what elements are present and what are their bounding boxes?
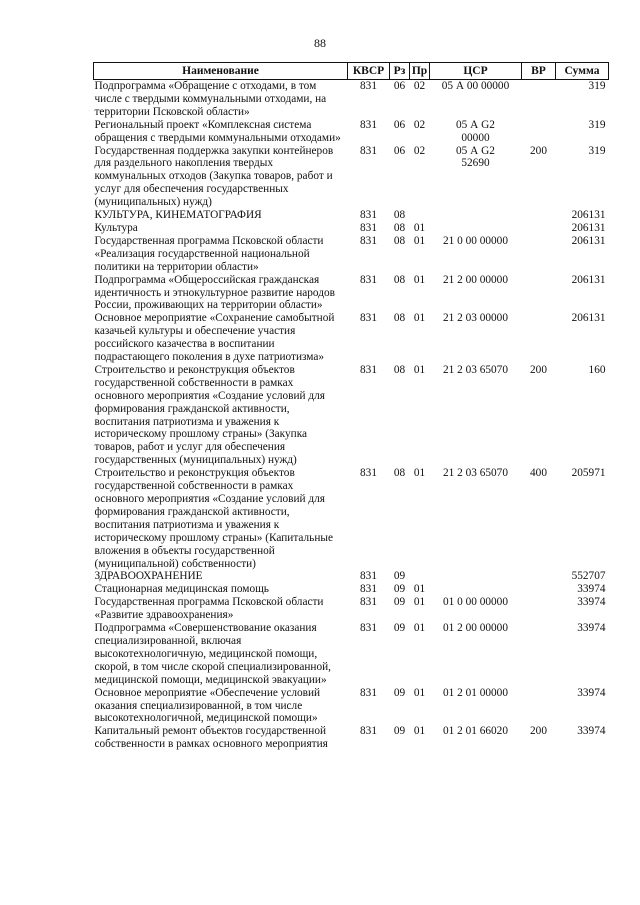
cell-vr: 200: [530, 144, 547, 157]
cell-name: Строительство и реконструкция объектов государственной собственности в рамках основного мероприятия «Создание условий для формирования гражданской активности, воспитания патриотизма и уважения к историческому прошлому страны» (Закупка товаров, работ и услуг для обеспечения государственных (муниципальных) нужд): [94, 363, 325, 467]
header-rz: Рз: [390, 63, 410, 80]
cell-vr: [522, 622, 556, 687]
cell-pr: 01: [413, 234, 426, 247]
cell-pr: 02: [413, 118, 426, 131]
cell-rz: 09: [393, 583, 406, 596]
cell-vr: [522, 119, 556, 145]
cell-rz: 09: [393, 686, 406, 699]
table-row: [94, 274, 609, 313]
cell-vr: 200: [530, 363, 547, 376]
table-row: [94, 235, 609, 274]
cell-kvsr: 831: [360, 221, 377, 234]
cell-kvsr: 831: [360, 118, 377, 131]
table-row: [94, 622, 609, 687]
cell-name: КУЛЬТУРА, КИНЕМАТОГРАФИЯ: [94, 209, 262, 222]
cell-vr: [522, 570, 556, 583]
cell-vr: [522, 209, 556, 222]
cell-rz: 09: [393, 725, 406, 738]
cell-vr: [522, 583, 556, 596]
cell-rz: 06: [393, 118, 406, 131]
cell-kvsr: 831: [360, 209, 377, 222]
cell-csr: [430, 570, 522, 583]
cell-vr: [522, 274, 556, 313]
cell-rz: 08: [393, 221, 406, 234]
cell-name: Капитальный ремонт объектов государственной собственности в рамках основного мероприятия: [94, 725, 328, 751]
cell-kvsr: 831: [360, 273, 377, 286]
cell-kvsr: 831: [360, 234, 377, 247]
cell-pr: 01: [413, 686, 426, 699]
cell-kvsr: 831: [360, 583, 377, 596]
cell-rz: 08: [393, 363, 406, 376]
cell-vr: [522, 596, 556, 622]
cell-kvsr: 831: [360, 363, 377, 376]
cell-pr: 01: [413, 273, 426, 286]
cell-name: Основное мероприятие «Обеспечение условий оказания специализированной, в том числе высокотехнологичной, медицинской помощи»: [94, 686, 321, 725]
cell-name: Региональный проект «Комплексная система обращения с твердыми коммунальными отходами»: [94, 118, 341, 144]
header-kvsr: КВСР: [348, 63, 390, 80]
cell-vr: [522, 222, 556, 235]
cell-name: Строительство и реконструкция объектов государственной собственности в рамках основного мероприятия «Создание условий для формирования гражданской активности, воспитания патриотизма и уважения к историческому прошлому страны» (Капитальные вложения в объекты государственной (муниципальной) собственности): [94, 467, 333, 570]
cell-sum: 206131: [571, 209, 606, 222]
cell-rz: 08: [393, 273, 406, 286]
cell-pr: 01: [413, 467, 426, 480]
cell-sum: 160: [588, 363, 606, 376]
cell-rz: 09: [393, 596, 406, 609]
table-row: [94, 687, 609, 726]
cell-kvsr: 831: [360, 570, 377, 583]
cell-kvsr: 831: [360, 144, 377, 157]
cell-sum: 205971: [571, 467, 606, 480]
cell-name: Государственная программа Псковской области «Развитие здравоохранения»: [94, 596, 324, 622]
cell-pr: 02: [413, 80, 426, 92]
table-row: [94, 364, 609, 467]
cell-csr: 21 2 00 00000: [443, 273, 508, 286]
cell-csr: 21 2 03 65070: [443, 467, 508, 480]
table-row: [94, 725, 609, 751]
cell-name: Стационарная медицинская помощь: [94, 583, 269, 596]
table-body: [94, 80, 609, 752]
cell-csr: 01 2 01 00000: [443, 686, 508, 699]
cell-sum: 33974: [577, 596, 606, 609]
page-number: 88: [314, 36, 326, 50]
cell-rz: 08: [393, 209, 406, 222]
cell-kvsr: 831: [360, 622, 377, 635]
cell-name: Подпрограмма «Совершенствование оказания специализированной, включая высокотехнологичную, медицинской помощи, скорой, в том числе скорой специализированной, медицинской помощи, медицинской эвакуации»: [94, 622, 331, 686]
cell-sum: 206131: [571, 273, 606, 286]
cell-sum: 33974: [577, 622, 606, 635]
cell-csr: 01 0 00 00000: [443, 596, 508, 609]
cell-vr: [522, 312, 556, 364]
cell-csr: 05 А G2 52690: [456, 144, 495, 170]
cell-vr: [522, 235, 556, 274]
cell-pr: 01: [413, 622, 426, 635]
cell-sum: 33974: [577, 583, 606, 596]
cell-csr: 21 0 00 00000: [443, 234, 508, 247]
cell-pr: [410, 570, 430, 583]
table-row: [94, 312, 609, 364]
table-row: [94, 209, 609, 222]
cell-csr: 21 2 03 00000: [443, 312, 508, 325]
table-row: [94, 596, 609, 622]
table-row: [94, 80, 609, 119]
cell-sum: 33974: [577, 686, 606, 699]
cell-kvsr: 831: [360, 312, 377, 325]
table-row: [94, 145, 609, 210]
cell-rz: 06: [393, 144, 406, 157]
cell-csr: [430, 209, 522, 222]
cell-pr: 01: [413, 725, 426, 738]
cell-name: Основное мероприятие «Сохранение самобытной казачьей культуры и обеспечение участия российского казачества в воспитании подрастающего поколения в духе патриотизма»: [94, 312, 335, 364]
cell-pr: 01: [413, 312, 426, 325]
cell-csr: 01 2 01 66020: [443, 725, 508, 738]
cell-name: Государственная программа Псковской области «Реализация государственной национальной политики на территории области»: [94, 234, 324, 273]
cell-rz: 08: [393, 312, 406, 325]
cell-pr: [410, 209, 430, 222]
cell-sum: 552707: [571, 570, 606, 583]
cell-kvsr: 831: [360, 467, 377, 480]
cell-pr: 01: [413, 583, 426, 596]
budget-table: [93, 62, 609, 751]
table-row: [94, 467, 609, 570]
cell-sum: 319: [588, 118, 606, 131]
cell-kvsr: 831: [360, 725, 377, 738]
cell-csr: [430, 583, 522, 596]
cell-vr: 400: [530, 467, 547, 480]
cell-pr: 02: [413, 144, 426, 157]
cell-pr: 01: [413, 221, 426, 234]
header-sum: Сумма: [556, 63, 609, 80]
cell-name: ЗДРАВООХРАНЕНИЕ: [94, 570, 203, 583]
cell-rz: 08: [393, 467, 406, 480]
cell-sum: 319: [588, 144, 606, 157]
cell-vr: [522, 687, 556, 726]
cell-sum: 206131: [571, 234, 606, 247]
header-name: Наименование: [94, 63, 348, 80]
cell-rz: 09: [393, 622, 406, 635]
cell-vr: 200: [530, 725, 547, 738]
cell-name: Культура: [94, 221, 138, 234]
cell-csr: 05 А 00 00000: [441, 80, 510, 92]
table-row: [94, 119, 609, 145]
table-header: [94, 63, 609, 80]
cell-sum: 319: [588, 80, 606, 92]
cell-csr: 21 2 03 65070: [443, 363, 508, 376]
cell-kvsr: 831: [360, 80, 377, 92]
cell-pr: 01: [413, 596, 426, 609]
cell-rz: 09: [393, 570, 406, 583]
table-row: [94, 583, 609, 596]
cell-sum: 33974: [577, 725, 606, 738]
cell-pr: 01: [413, 363, 426, 376]
cell-sum: 206131: [571, 221, 606, 234]
header-pr: Пр: [410, 63, 430, 80]
cell-name: Государственная поддержка закупки контейнеров для раздельного накопления твердых коммунальных отходов (Закупка товаров, работ и услуг для обеспечения государственных (муниципальных) нужд): [94, 144, 334, 209]
table-row: [94, 222, 609, 235]
cell-csr: 01 2 00 00000: [443, 622, 508, 635]
cell-csr: 05 А G2 00000: [456, 118, 495, 144]
cell-vr: [522, 80, 556, 119]
cell-sum: 206131: [571, 312, 606, 325]
header-vr: ВР: [522, 63, 556, 80]
cell-rz: 08: [393, 234, 406, 247]
cell-kvsr: 831: [360, 686, 377, 699]
cell-name: Подпрограмма «Обращение с отходами, в том числе с твердыми коммунальными отходами, на территории Псковской области»: [94, 80, 327, 118]
cell-rz: 06: [393, 80, 406, 92]
cell-kvsr: 831: [360, 596, 377, 609]
header-csr: ЦСР: [430, 63, 522, 80]
cell-name: Подпрограмма «Общероссийская гражданская идентичность и этнокультурное развитие народов России, проживающих на территории области»: [94, 273, 335, 312]
table-row: [94, 570, 609, 583]
cell-csr: [430, 222, 522, 235]
